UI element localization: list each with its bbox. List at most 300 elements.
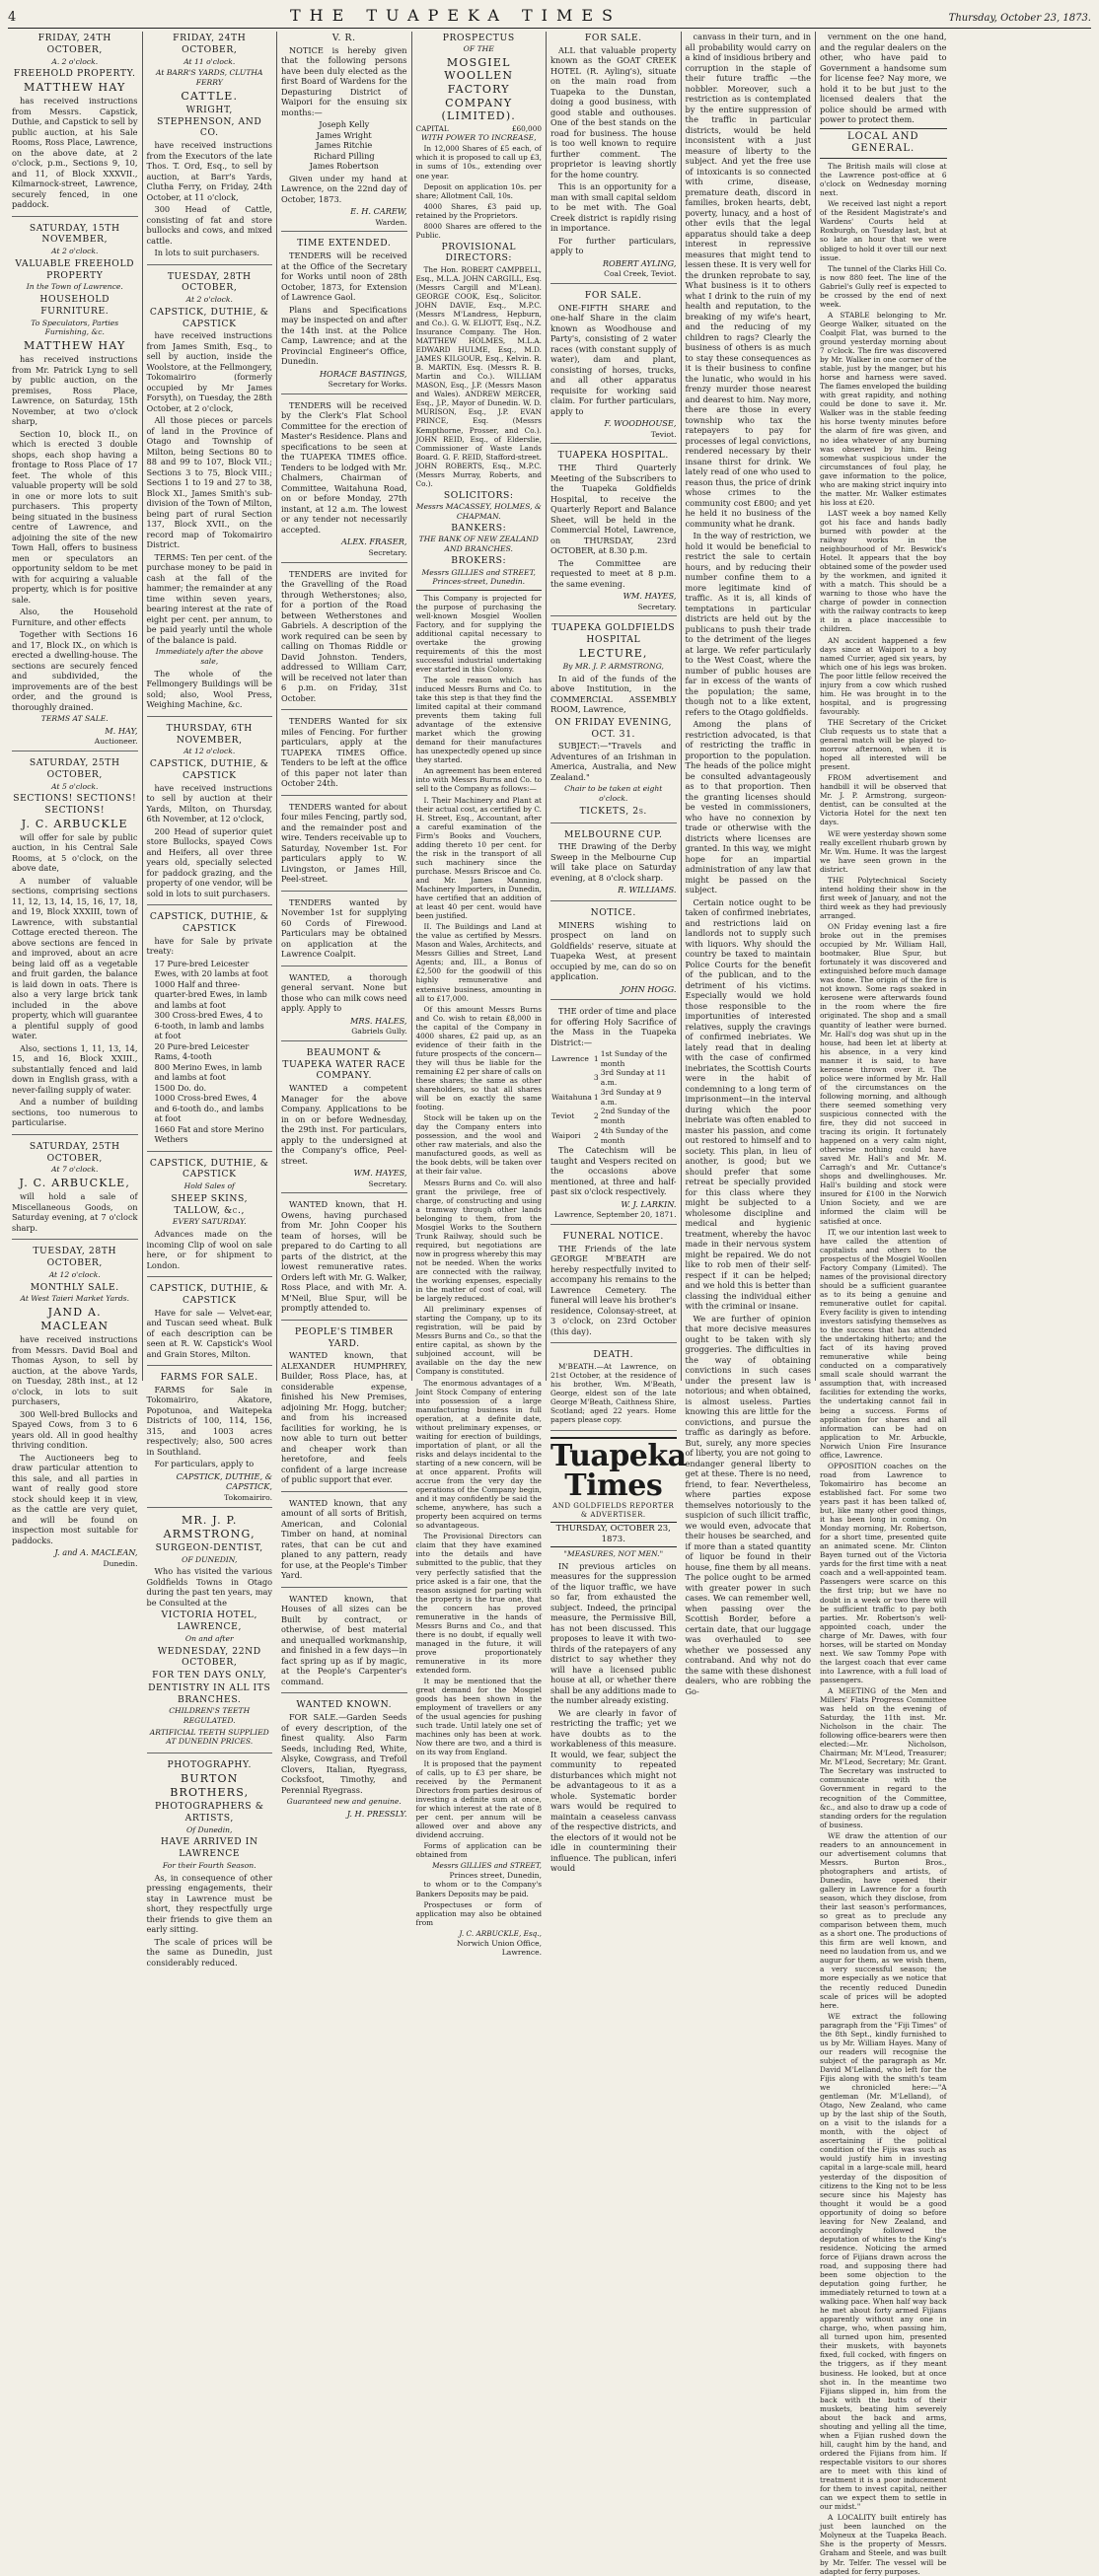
prospectus-body: The sole reason which has induced Messrs Burns and Co. to take this step is that they find the limited capital at their command prevents them taking full advantage of the extensive market which the growing demand for their manufactures has unexpectedly opened up since they started. (415, 675, 542, 765)
advertisement (281, 1699, 407, 1824)
table-cell: 1 (593, 1053, 599, 1063)
column-6 (682, 32, 817, 1696)
ad-subheading: On and after (184, 1633, 234, 1643)
prospectus-heading: PROSPECTUS (442, 33, 515, 43)
prospectus-body: Of this amount Messrs Burns and Co. wish to retain £8,000 in the capital of the Company in 4000 shares, £2 paid up, as an evidence of their faith in the future prospects of the concern—they will thus be liable for the remaining £2 per share of calls on these shares; the same as other shareholders, so that all shares will be on exactly the same footing. (415, 1004, 542, 1112)
ad-terms: TERMS AT SALE. (40, 714, 109, 724)
ad-body: THE Friends of the late GEORGE M'BEATH are hereby respectfully invited to accompany his remains to the Lawrence Cemetery. The funeral will leave his brother's residence, Colonsay-street, at 3 o'clock, on 23rd October (this day). (550, 1243, 677, 1336)
list-item: 20 Pure-bred Leicester Rams, 4-tooth (154, 1040, 250, 1062)
ad-signature-title: Coal Creek, Teviot. (604, 269, 677, 279)
ad-body: The Catechism will be taught and Vespers recited on the occasions above mentioned, at three and half-past six o'clock respectively. (550, 1145, 677, 1197)
ad-tickets: TICKETS, 2s. (579, 805, 647, 817)
prospectus-body: It is proposed that the payment of calls, up to £3 per share, be received by the Permanent Directors from parties desirous of investing a definite sum at once, for which interest at the rate of 8 per cent. per annum will be allowed over and above any dividend accruing. (415, 1758, 542, 1839)
ad-body: have received instructions from James Smith, Esq., to sell by auction, inside the Woolstore, at the Fellmongery, Tokomairiro (formerly occupied by Mr James Forsyth), on Tuesday, the 28th October, at 2 o'clock, (146, 330, 272, 413)
ad-body: will offer for sale by public auction, in his Central Sale Rooms, at 5 o'clock, on the above date, (12, 831, 138, 874)
news-item: FROM advertisement and handbill it will be observed that Mr. J. P. Armstrong, surgeon-dentist, can be consulted at the Victoria Hotel for the next ten days. (820, 773, 947, 827)
auctioneer-name: MATTHEW HAY (24, 81, 126, 95)
ad-time: At 11 o'clock. (183, 56, 236, 66)
advertisement (281, 1326, 407, 1492)
ad-signature-title: Tokomairiro. (224, 1492, 272, 1502)
directors-list: The Hon. ROBERT CAMPBELL, Esq., M.L.A. JOHN CARGILL, Esq. (Messrs Cargill and M'Lean). GEORGE COOK, Esq., Solicitor. JOHN DAVIE, Esq., M.P.C. (Messrs M'Landress, Hepburn, and Co.). G. W. ELIOTT, Esq., N.Z. Insurance Company. The Hon. MATTHEW HOLMES, M.L.A. EDWARD HULME, Esq., M.D. JAMES KILGOUR, Esq., Kelvin. R. B. MARTIN, Esq. (Messrs R. B. Martin and Co.). WILLIAM MASON, Esq., J.P. (Messrs Mason and Wales). ANDREW MERCER, Esq., J.P., Mayor of Dunedin. W. D. MURISON, Esq., J.P. EVAN PRINCE, Esq. (Messrs Kempthorne, Prosser, and Co.). JOHN REID, Esq., of Elderslie, Commissioner of Waste Lands Board. G. F. REID, Stafford-street. JOHN ROBERTS, Esq., M.P.C. (Messrs Murray, Roberts, and Co.). (415, 264, 542, 488)
table-cell: Lawrence (551, 1053, 589, 1063)
columns (8, 32, 1091, 2576)
photographer-name: BURTON BROTHERS, (170, 1771, 250, 1800)
column-7 (816, 32, 951, 2576)
prospectus-body: The Provisional Directors can claim that they have examined into the details and have submitted to the public, that they very perfectly satisfied that the price asked is a fair one, that the reason assigned for parting with the property is the true one, that the concern has proved remunerative in the hands of Messrs Burns and Co., and that there is no doubt, if equally well managed in the future, it will prove proportionately remunerative in its more extended form. (415, 1532, 542, 1676)
advertisement (281, 1498, 407, 1588)
ad-signature-title: Dunedin. (103, 1558, 138, 1568)
advertisement (550, 450, 677, 616)
news-item: ON Friday evening last a fire broke out in the premises occupied by Mr. William Hall, bootmaker, Blue Spur, but fortunately it was discovered and extinguished before much damage was done. The origin of the fire is not known. Some rags soaked in kerosene were afterwards found in the room where the fire originated. The shop and a small quantity of leather were burned. Mr. Hall's dog was shut up in the house, had been let at liberty at his absence, in a very kind manner it is said, to have kerosene thrown over it. The police were informed by Mr. Hall of the circumstances on the following morning, and although there seemed something very suspicious connected with the fire, they did not succeed in tracing its origin. It fortunately happened on a very calm night, otherwise nothing could have saved Mr. Hall's and Mr. M. Carragh's and Mr. Cuttance's shops and dwellinghouses. Mr. Hall's building and stock were insured for £100 in the Norwich Union Society, and we are informed the claim will be satisfied at once. (820, 921, 947, 1226)
ad-body: FARMS for Sale in Tokomairiro, Akatore, Popotunoa, and Waitepeka Districts of 100, 114, 156, 315, and 1003 acres respectively; also, 500 acres in Southland. (146, 1384, 272, 1457)
auctioneer-name: CAPSTICK, DUTHIE, & CAPSTICK (149, 911, 269, 934)
ad-body: WANTED, a thorough general servant. None but those who can milk cows need apply. Apply to (281, 971, 407, 1014)
newspaper-flag-subtitle: AND GOLDFIELDS REPORTER & ADVERTISER. (552, 1502, 675, 1520)
prospectus-body: to whom or to the Company's Bankers Deposits may be paid. (415, 1880, 542, 1898)
editorial-body: Certain notice ought to be taken of confirmed inebriates, and restrictions laid on landlords not to supply such with liquors. Why should the country be taxed to maintain Police Courts for the benefit of the publican, and to the detriment of his victims. Especially would we hold those responsible to the importunities of interested relatives, supply the cravings of confirmed inebriates. We lately read that in dealing with the case of confirmed inebriates, the Scottish Courts were in the habit of condemning to a long term of imprisonment—in the interval during which the poor inebriate was often enabled to master his passion, and come out restored to himself and to society. This plan, in lieu of another, is good; but we should prefer that some retreat be specially provided for this class where they might be subjected to a wholesome discipline and medical and hygienic treatment, whereby the havoc made in their nervous system might be repaired. We do not like to rob men of their self-respect if it can be helped; and we hold this is better than classing the individual either with the criminal or insane. (685, 896, 811, 1311)
auctioneer-name: JAND A. MACLEAN (40, 1306, 110, 1333)
news-item: The British mails will close at the Lawrence post-office at 6 o'clock on Wednesday morning next. (820, 162, 947, 198)
advertisement (281, 716, 407, 796)
table-cell (550, 1068, 593, 1087)
advertisement (281, 569, 407, 711)
ad-body: THE order of time and place for offering Holy Sacrifice of the Mass in the Tuapeka District:— (550, 1006, 677, 1047)
auctioneer-name: CAPSTICK, DUTHIE, & CAPSTICK (149, 1283, 269, 1306)
advertisement (147, 723, 273, 905)
prospectus-body: Forms of application can be obtained from (415, 1840, 542, 1859)
mass-schedule-table (550, 1049, 677, 1145)
list-item: 1660 Fat and store Merino Wethers (154, 1123, 264, 1145)
ad-date: WEDNESDAY, 22ND OCTOBER, (157, 1645, 261, 1669)
ad-signature: J. C. ARBUCKLE, Esq., (459, 1928, 542, 1938)
advertisement (550, 1231, 677, 1343)
news-item: A LOCALITY built entirely has just been launched on the Molyneux at the Tuapeka Beach. She is the property of Messrs. Graham and Steele, and was built by Mr. Telfer. The vessel will be adapted for ferry purposes. (820, 2513, 947, 2576)
column-1 (8, 32, 143, 1568)
news-item: WE were yesterday shown some really excellent rhubarb grown by Mr. Wm. Hume. It was the largest we have seen grown in the district. (820, 828, 947, 874)
advertisement (281, 1594, 407, 1694)
ad-body: The scale of prices will be the same as Dunedin, just considerably reduced. (146, 1936, 272, 1968)
ad-subheading: Immediately after the above sale, (155, 647, 263, 667)
table-row (550, 1126, 677, 1145)
news-item: A MEETING of the Men and Millers' Flats Progress Committee was held on the evening of Saturday, the 11th inst. Mr. Nicholson in the chair. The following office-bearers were then elected:—Mr. Nicholson, Chairman; Mr. M'Leod, Treasurer; Mr. M'Leod, Secretary; Mr. Grant. The Secretary was instructed to communicate with the Government in regard to the recognition of the Committee, &c., and also to draw up a code of standing orders for the regulation of business. (820, 1685, 947, 1829)
local-and-general-heading: LOCAL AND GENERAL. (820, 128, 947, 160)
ad-body: WANTED known, that any amount of all sorts of British, American, and Colonial Timber on hand, at nominal rates, that can be cut and planed to any pattern, ready for use, at the People's Timber Yard. (281, 1497, 407, 1581)
auctioneer-name: CAPSTICK, DUTHIE, & CAPSTICK (149, 1157, 269, 1181)
news-item: LAST week a boy named Kelly got his face and hands badly burned with powder at the railway works in the neighbourhood of Mr. Beswick's Hotel. It appears that the boy obtained some of the powder used by the workmen, and ignited it with a match. This should be a warning to those who have the charge of powder in connection with the railway contracts to keep it in a place inaccessible to children. (820, 508, 947, 634)
ad-subheading: OF DUNEDIN, (182, 1554, 238, 1564)
ad-signature-title: Gabriels Gully. (351, 1027, 407, 1037)
ad-body: The Auctioneers beg to draw particular attention to this sale, and all parties in want of really good store stock should keep it in view, as the cattle are very quiet, and will be found on inspection most suitable for paddocks. (12, 1452, 138, 1545)
capital-value: £60,000 (511, 123, 542, 133)
prospectus-body: 4000 Shares, £3 paid up, retained by the Proprietors. (415, 201, 542, 220)
newspaper-flag-date: THURSDAY, OCTOBER 23, 1873. (550, 1522, 677, 1547)
ad-signature: JOHN HOGG. (621, 983, 677, 994)
advertisement (281, 1047, 407, 1194)
capital-line (416, 124, 543, 133)
ad-body: WANTED known, that Houses of all sizes can be Built by contract, or otherwise, of best material and unequalled workmanship, and finished in a few days—in fact spring up as if by magic, at the People's Carpenter's command. (281, 1593, 407, 1686)
ad-heading: V. R. (331, 33, 356, 43)
brokers-heading: BROKERS: (451, 555, 507, 567)
advertisement (281, 802, 407, 892)
masthead (8, 6, 1091, 29)
prospectus-body: In 12,000 Shares of £5 each, of which it is proposed to call up £3, in sums of 10s., extending over one year. (415, 144, 542, 180)
table-cell: 3 (593, 1073, 599, 1083)
list-item: 1000 Cross-bred Ewes, 4 and 6-tooth do., and lambs at foot (154, 1093, 264, 1124)
ad-signature-title: Secretary. (368, 547, 407, 557)
advertisement (550, 829, 677, 901)
ad-body: As, in consequence of other pressing engagements, their stay in Lawrence must be short, they respectfully urge their friends to give them an early sitting. (146, 1872, 272, 1935)
prospectus (416, 33, 543, 1962)
ad-time: At 5 o'clock. (51, 781, 99, 791)
advertisement (147, 1158, 273, 1278)
ad-subheading: At BARR'S YARDS, CLUTHA FERRY (156, 68, 263, 87)
ad-body: have for Sale by private treaty: (146, 935, 272, 957)
ad-subheading: Chair to be taken at eight o'clock. (564, 784, 663, 804)
ad-heading: PEOPLE'S TIMBER YARD. (294, 1325, 394, 1349)
ad-body: All those pieces or parcels of land in the Province of Otago and Township of Milton, being Sections 80 to 88 and 99 to 107, Block VII.; Sections 3 to 75, Block VIII.; Sections 1 to 19 and 27 to 38, Block XI., James Smith's sub-division of the Town of Milton, being part of rural Section 137, Block XVII., on the record map of Tokomairiro District. (146, 415, 272, 550)
ad-subheading: At West Taieri Market Yards. (20, 1294, 129, 1304)
ad-body: TENDERS are invited for the Gravelling of the Road through Wetherstones; also, for a portion of the Road between Wetherstones and Gabriels. A description of the work required can be seen by calling on Thomas Riddle or David Johnston. Tenders, addressed to William Carr, will be received not later than 6 p.m. on Friday, 31st October. (281, 568, 407, 703)
table-cell: 3rd Sunday at 11 a.m. (600, 1068, 667, 1088)
advertisement (147, 1283, 273, 1366)
capital-label: CAPITAL (415, 123, 449, 133)
ad-body: SUBJECT:—"Travels and Adventures of an Irishman in America, Australia, and New Zealand." (550, 741, 677, 782)
ad-body: Also, the Household Furniture, and other effects (12, 607, 138, 627)
ad-body: NOTICE is hereby given that the following persons have been duly elected as the first Board of Wardens for the Depasturing District of Waipori for the ensuing six months:— (281, 44, 407, 117)
editorial-body: In the way of restriction, we hold it would be beneficial to restrict the sale to certain hours, and by reducing their number confine them to a more legitimate kind of traffic. As it is, all kinds of temptations in particular districts are held out by the publicans to push their trade to the detriment of the lieges at large. We refer particularly to the West Coast, where the number of public houses are far in excess of the wants of the population; the same, though not to a like extent, refers to the Otago goldfields. (685, 531, 811, 717)
table-cell: Waitahuna (551, 1092, 592, 1102)
ad-body: ONE-FIFTH SHARE and one-half Share in the claim known as Woodhouse and Party's, consisting of 2 water races (with constant supply of water), dam and plant, consisting of horses, trucks, and all other apparatus requisite for working said claim. For further particulars, apply to (550, 302, 677, 416)
ad-body: have received instructions to sell by auction at their Yards, Milton, on Thursday, 6th November, at 12 o'clock, (146, 782, 272, 824)
ad-signature-title: Secretary. (637, 602, 677, 611)
ad-signature: CAPSTICK, DUTHIE, & CAPSTICK, (176, 1470, 272, 1492)
ad-body: FOR SALE.—Garden Seeds of every description, of the finest quality. Also Farm Seeds, including Red, White, Alsyke, Cowgrass, and Trefoil Clovers, Italian, Ryegrass, Cocksfoot, Timothy, and Perennial Ryegrass. (281, 1712, 407, 1795)
news-item: We received last night a report of the Resident Magistrate's and Wardens' Courts held at Roxburgh, on Tuesday last, but at so late an hour that we were obliged to hold it over till our next issue. (820, 199, 947, 262)
ad-signature-title: Secretary. (368, 1179, 407, 1188)
ad-subheading: ARTIFICIAL TEETH SUPPLIED AT DUNEDIN PRICES. (149, 1727, 269, 1747)
table-cell: 1st Sunday of the month (600, 1049, 668, 1068)
ad-body: have received instructions from Messrs. David Boal and Thomas Ayson, to sell by auction, at the above Yards, on Tuesday, 28th inst., at 12 o'clock, in lots to suit purchasers, (12, 1334, 138, 1407)
ad-body: WANTED known, that H. Owens, having purchased from Mr. John Cooper his team of horses, will be prepared to do Carting to all parts of the district, at the lowest remunerative rates. Orders left with Mr. G. Walker, Ross Place, and with Mr. A. M'Neil, Blue Spur, will be promptly attended to. (281, 1199, 407, 1314)
table-cell: 2 (593, 1111, 599, 1121)
editorial-body: canvass in their turn, and in all probability would carry on a kind of insidious bribery and corruption in the staple of their future traffic —the nobbler. Moreover, such a restriction as is contemplated by the entire suppression of the traffic in particular districts, would be held inconsistent with a just measure of liberty to the subject. And yet the free use of intoxicants is so connected with crime, disease, premature death, discord in families, broken hearts, debt, poverty, lunacy, and a host of other evils that the legal apparatus should take a deep interest in repressive measures that might tend to lessen these. It is very well for the drunken reprobate to say, What business is it to others what I drink to the ruin of my health and reputation, to the breaking of my wife's heart, and the reducing of my children to rags? Clearly the business of others is as much to stay these consequences as it is their business to confine the lunatic, who would in his frenzy murder those nearest and dearest to him. Nay more, there are those in every township who tax the ratepayers to pay for processes of legal convictions, rendered necessary by their insane thirst for drink. We lately read of one who used to reason thus, the price of drink whose crimes to the community cost £800; and yet he held it no business of the community what he drank. (685, 32, 811, 529)
news-item: WE draw the attention of our readers to an announcement in our advertisement columns that Messrs. Burton Bros., photographers and artists, of Dunedin, have opened their gallery in Lawrence for a fourth season, which they disclose, from their last season's performances, so great as to preclude any comparison between them, much as a short one. The productions of this firm are well known, and need no laudation from us, and we augur for them, as we wish them, a very successful season; the more especially as we notice that the recently reduced Dunedin scale of prices will be adopted here. (820, 1830, 947, 2010)
ad-subheading: In the Town of Lawrence. (26, 282, 123, 292)
ad-heading: SECTIONS! SECTIONS! SECTIONS! (13, 793, 137, 817)
ad-heading: FOR SALE. (584, 289, 642, 301)
prospectus-body: Prospectuses or form of application may also be obtained from (415, 1899, 542, 1927)
auctioneer-name: CAPSTICK, DUTHIE, & CAPSTICK (149, 758, 269, 781)
prospectus-body: Stock will be taken up on the day the Company enters into possession, and the wool and other raw materials, and also the manufactured goods, as well as the book debts, will be taken over at their fair value. (415, 1113, 542, 1177)
ad-body: Who has visited the various Goldfields Towns in Otago during the past ten years, may be Consulted at the (146, 1566, 272, 1608)
advertisement (147, 33, 273, 265)
ad-body: In lots to suit purchasers. (154, 248, 259, 258)
ad-heading: TUAPEKA GOLDFIELDS HOSPITAL (551, 622, 676, 646)
ad-signature: MRS. HALES, (350, 1015, 407, 1026)
solicitors-heading: SOLICITORS: (443, 489, 514, 501)
ad-body: have received instructions from the Executors of the late Thos. T. Ord, Esq., to sell by auction, at Barr's Yards, Clutha Ferry, on Friday, 24th October, at 11 o'clock, (146, 140, 272, 202)
ad-body: THE Drawing of the Derby Sweep in the Melbourne Cup will take place on Saturday evening, at 8 o'clock sharp. (550, 841, 677, 883)
editorial-body: We are further of opinion that more decisive measures ought to be taken with sly groggeries. The difficulties in the way of obtaining convictions in such cases under the present law is notorious; and when obtained, is almost useless. Parties knowing this are little for the convictions, and pursue the traffic as daringly as before. But, surely, any more species of liberty, you are not going to endanger general liberty to get at these. There is no need, friend, to fear. Nevertheless, where parties expose themselves notoriously to the suspicion of such illicit traffic, we would even, advocate that their houses be searched, and if more than a stated quantity of liquor be found in their house, fine them by all means. The police ought to be armed with greater power in such cases. We can remember well, when passing over the Scottish Border, before a certain date, that our luggage was overhauled to see whether we possessed any contraband. And why not do the same with these dishonest dealers, who are robbing the Go- (685, 1313, 811, 1696)
ad-body: MINERS wishing to prospect on land on Goldfields' reserve, situate at Tuapeka West, at present occupied by me, can do so on application. (550, 919, 677, 982)
ad-heading: PHOTOGRAPHY. (167, 1759, 252, 1771)
ad-body: Have for sale — Velvet-ear, and Tuscan seed wheat. Bulk of each description can be seen at R. W. Capstick's Wool and Grain Stores, Milton. (146, 1307, 272, 1359)
ad-signature: R. WILLIAMS. (618, 885, 677, 895)
ad-signature-title: Auctioneer. (94, 737, 138, 747)
issue-date: Thursday, October 23, 1873. (948, 13, 1091, 24)
ad-date: SATURDAY, 15TH NOVEMBER, (29, 222, 120, 246)
news-items (820, 162, 947, 2576)
ad-time: At 2 o'clock. (185, 295, 233, 305)
advertisement (12, 1246, 138, 1572)
newspaper-flag: Tuapeka Times (550, 1439, 687, 1504)
ad-body: TENDERS will be received at the Office of the Secretary for Works until noon of 28th October, 1873, for Extension of Lawrence Gaol. (281, 250, 407, 303)
ad-body: TENDERS wanted for about four miles Fencing, partly sod, and the remainder post and wire. Tenders receivable up to Saturday, November 1st. For particulars apply to W. Livingston, or James Hill, Peel-street. (281, 801, 407, 885)
ad-subheading: EVERY SATURDAY. (172, 1217, 247, 1227)
ad-subheading: To Speculators, Parties Furnishing, &c. (31, 318, 119, 337)
ad-body: TENDERS Wanted for six miles of Fencing. For further particulars, apply at the TUAPEKA TIMES Office. Tenders to be left at the office of this paper not later than October 24th. (281, 716, 407, 789)
ad-time: At 7 o'clock. (51, 1165, 99, 1175)
prospectus-body: I. Their Machinery and Plant at their actual cost, as certified by C. H. Street, Esq., Accountant, after a careful examination of the Firm's Books and Vouchers, adding thereto 10 per cent. for the risk in the transport of all such machinery since the purchase. Messrs Briscoe and Co. and Mr. James Manning, Machinery Importers, in Dunedin, have certified that an addition of at least 40 per cent. would have been justified. (415, 795, 542, 921)
ad-subheading: DENTISTRY IN ALL ITS BRANCHES. (148, 1682, 271, 1705)
auctioneer-name: J. C. ARBUCKLE, (19, 1177, 131, 1190)
ad-body: The Committee are requested to meet at 8 p.m. the same evening. (550, 557, 677, 589)
advertisement (281, 400, 407, 563)
ad-body: For further particulars, apply to (550, 235, 677, 256)
ad-heading: WANTED KNOWN. (296, 1699, 393, 1711)
newspaper-title: THE TUAPEKA TIMES (289, 6, 622, 25)
ad-body: M'BEATH.—At Lawrence, on 21st October, at the residence of his brother, Wm. M'Beath, George, eldest son of the late George M'Beath, Caithness Shire, Scotland; aged 22 years. Home papers please copy. (550, 1361, 677, 1425)
wardens-list (281, 119, 407, 172)
ad-subheading: CHILDREN'S TEETH REGULATED. (169, 1706, 251, 1726)
ad-signature: HORACE BASTINGS, (319, 368, 407, 379)
editorial-body: Among the plans of restriction advocated, is that of restricting the traffic in proportion to the population. The heads of the police might be consulted advantageously as to that proportion. Then the granting licenses should be vested in commissioners, who have no connexion by trade or otherwise with the districts where licenses are granted. In this way, we might hope for an impartial administration of any law that might be passed on the subject. (685, 719, 811, 894)
advertisement (12, 757, 138, 1135)
list-item: 300 Cross-bred Ewes, 4 to 6-tooth, in lamb and lambs at foot (154, 1010, 264, 1041)
table-row (550, 1088, 677, 1107)
page-number: 4 (8, 10, 17, 25)
ad-body: Advances made on the incoming Clip of wool on sale here, or for shipment to London. (146, 1229, 272, 1270)
advertisement (550, 33, 677, 284)
ad-subheading: SURGEON-DENTIST, (155, 1541, 263, 1553)
advertisement (147, 911, 273, 1152)
ad-signature-title: Norwich Union Office, Lawrence. (456, 1938, 542, 1958)
list-item: James Wright (316, 129, 372, 140)
ad-time: At 12 o'clock. (183, 747, 236, 756)
ad-signature: J. and A. MACLEAN, (54, 1547, 138, 1558)
prospectus-body: This Company is projected for the purpose of purchasing the well-known Mosgiel Woollen Factory, and for supplying the additional capital necessary to overtake the growing requirements of this the most successful industrial undertaking ever started in this Colony. (415, 593, 542, 674)
ad-signature: WM. HAYES, (353, 1168, 407, 1179)
advertisement (281, 238, 407, 394)
ad-body: And a number of building sections, too numerous to particularise. (12, 1097, 138, 1128)
advertisement (12, 223, 138, 751)
ad-date: TUESDAY, 28TH OCTOBER, (167, 270, 252, 294)
ad-signature: M. HAY, (105, 725, 138, 736)
ad-body: TENDERS wanted by November 1st for supplying 60 Cords of Firewood. Particulars may be obtained on application at the Lawrence Coalpit. (281, 896, 407, 960)
prospectus-body: Deposit on application 10s. per share; Allotment Call, 10s. (415, 181, 542, 200)
ad-time: At 2 o'clock. (51, 247, 99, 256)
ad-body: Section 10, block II., on which is erected 3 double shops, each shop having a frontage to Ross Place of 17 feet. The whole of this valuable property will be sold in one or more lots to suit purchasers. This property being situated in the business centre of Lawrence, and adjoining the site of the new Town Hall, offers to business men or speculators an opportunity seldom to be met with for acquiring a valuable property, which is for positive sale. (12, 428, 138, 605)
ad-subheading: Hold Sales of (183, 1181, 235, 1191)
news-item: The tunnel of the Clarks Hill Co. is now 880 feet. The line of the Gabriel's Gully reef is expected to be crossed by the end of next week. (820, 263, 947, 309)
advertisement (281, 33, 407, 232)
news-item: WE extract the following paragraph from the "Fiji Times" of the 8th Sept., kindly furnished to us by Mr. William Hayes. Many of our readers will recognise the subject of the paragraph as Mr. David M'Lelland, who left for the Fijis along with the smith's team we chronicled here:—"A gentleman (Mr. M'Lelland), of Otago, New Zealand, who came up by the last ship of the South, on a visit to the islands for a month, with the object of ascertaining if the political condition of the Fijis was such as would justify him in investing capital in a large-scale mill, heard yesterday of the disposition of citizens to the King not to be less secure since his Majesty has thought it would be a good opportunity of doing so before leaving for New Zealand, and accordingly followed the deputation of whites to the King's residence. Noticing the armed force of Fijians drawn across the road, and supposing there had been some objection to the deputation going further, he immediately returned to town at a walking pace. When half way back he met about forty armed Fijians apparently without any one in charge, who, when passing him, all turned upon him, presented their muskets, with bayonets fixed, full cocked, with fingers on the triggers, as if they meant business. He looked, but at once shot in. In the meantime two Fijians slipped in, him from the back with the butts of their muskets, beating him severely about the back and arms, shouting and yelling all the time, when a Fijian rushed down the hill, caught him by the hand, and ordered the Fijians from him. If respectable visitors to our shores are to meet with this kind of treatment it is a poor inducement for them to invest capital, neither can we expect them to settle in our midst." (820, 2011, 947, 2512)
table-row (550, 1107, 677, 1125)
ad-body: TERMS: Ten per cent. of the purchase money to be paid in cash at the fall of the hammer; the remainder at any time within seven years, bearing interest at the rate of eight per cent. per annum, to be paid yearly until the whole of the balance is paid. (146, 551, 272, 645)
directors-heading: PROVISIONAL DIRECTORS: (441, 241, 517, 264)
ad-body: The whole of the Fellmongery Buildings will be sold; also, Wool Press, Weighing Machine, &c. (146, 668, 272, 710)
list-item: James Robertson (309, 161, 379, 172)
advertisement (550, 1349, 677, 1431)
editorial-body: IN previous articles on measures for the suppression of the liquor traffic, we have so far, from exhausted the subject. Indeed, the principal measure, the Permissive Bill, has not been discussed. This proposes to leave it with two-thirds of the ratepayers of any district to say whether they will have a licensed public house at all, or whether there shall be any additions made to the number already existing. (550, 1560, 677, 1706)
ad-subheading: For their Fourth Season. (162, 1860, 256, 1870)
stock-list (155, 959, 273, 1145)
advertisement (12, 1141, 138, 1240)
list-item: 1500 Do. do. (154, 1082, 207, 1093)
ad-heading: LECTURE, (578, 646, 648, 660)
list-item: James Ritchie (316, 140, 373, 151)
table-cell: 2nd Sunday of the month (600, 1107, 671, 1126)
advertisement (147, 271, 273, 717)
editorial-motto: "MEASURES, NOT MEN." (563, 1548, 664, 1558)
ad-heading: MELBOURNE CUP. (564, 828, 663, 840)
ad-signature: W. J. LARKIN. (621, 1198, 677, 1209)
ad-date: THURSDAY, 6TH NOVEMBER, (166, 722, 253, 746)
ad-signature: ROBERT AYLING, (602, 257, 677, 268)
solicitors: Messrs MACASSEY, HOLMES, & CHAPMAN. (415, 502, 542, 521)
advertisement (281, 1199, 407, 1321)
ad-date: ON FRIDAY EVENING, OCT. 31. (554, 716, 672, 740)
news-item: OPPOSITION coaches on the road from Lawrence to Tokomairiro has become an established fact. For some two years past it has been talked of, but, like many other good things, it has been long in coming. On Monday morning, Mr. Robertson, for a short time, presented quite an animated scene. Mr. Clinton Bayen turned out of the Victoria yards for the first time with a neat coach and a well-appointed team. Passengers were scarce on this the first trip; but we have no doubt in a week or two there will be sufficient traffic to pay both parties. Mr. Robertson's well-appointed coach, under the charge of Mr. Dawes, with four horses, will be started on Monday next. We saw Tommy Pope with the largest coach that ever came into Lawrence, with a full load of passengers. (820, 1461, 947, 1684)
prospectus-body: The enormous advantages of a Joint Stock Company of entering into possession of a large manufacturing business in full operation, at a definite date, without preliminary expenses, or waiting for erection of buildings, importation of plant, or all the risks and delays incidental to the starting of a new concern, will be at once apparent. Profits will accrue from the very day the operations of the Company begin, and it may confidently be said the scheme, anywhere, has such a property been acquired on terms so advantageous. (415, 1378, 542, 1531)
ad-signature: Messrs GILLIES and STREET, (432, 1861, 542, 1871)
table-cell: 4th Sunday of the month (600, 1125, 669, 1145)
auctioneer-name: WRIGHT, STEPHENSON, AND CO. (157, 104, 262, 139)
ad-subheading: By MR. J. P. ARMSTRONG, (562, 662, 664, 672)
column-5 (547, 32, 687, 1874)
list-item: Joseph Kelly (319, 119, 370, 130)
ad-body: A number of valuable sections, comprising sections 11, 12, 13, 14, 15, 16, 17, 18, and 19, Block XXXIII, town of Lawrence, with substantial Cottage erected thereon. The above sections are fenced in and improved, about an acre being laid off as a vegetable and fruit garden, the balance is laid down in oats. There is also a very large brick tank included in the above property, which will guarantee a plentiful supply of good water. (12, 875, 138, 1041)
ad-subheading: FOR TEN DAYS ONLY, (152, 1670, 267, 1682)
ad-heading: FUNERAL NOTICE. (562, 1230, 664, 1242)
ad-signature-title: Warden. (375, 217, 407, 227)
advertisement (147, 1514, 273, 1754)
ad-heading: FREEHOLD PROPERTY. (13, 68, 136, 80)
advertisement (147, 1759, 273, 1973)
ad-body: In aid of the funds of the above Institution, in the COMMERCIAL ASSEMBLY ROOM, Lawrence, (550, 673, 677, 715)
ad-signature-title: Lawrence, September 20, 1871. (553, 1210, 677, 1220)
advertisement (550, 907, 677, 1000)
ad-body: WANTED known, that ALEXANDER HUMPHREY, Builder, Ross Place, has, at considerable expense, finished his New Premises, adjoining Mr. Hogg, butcher; and from his increased facilities for working, he is now able to turn out better and cheaper work than heretofore, and feels confident of a large increase of public support that ever. (281, 1350, 407, 1485)
ad-body: has received instructions from Messrs. Capstick, Duthie, and Capstick to sell by public auction, at his Sale Rooms, Ross Place, Lawrence, on the above date, at 2 o'clock, p.m., Sections 9, 10, and 11, of Block XXXVII., Kilmarnock-street, Lawrence, securely fenced, in one paddock. (12, 96, 138, 210)
advertisement (550, 1006, 677, 1225)
divider (416, 590, 543, 591)
prospectus-body: It may be mentioned that the great demand for the Mosgiel goods has been shown in the employment of travellers or any of the usual agencies for pushing such trade. Until lately one set of machines only has been at work. Now there are two, and a third is on its way from England. (415, 1677, 542, 1757)
news-item: AN accident happened a few days since at Waipori to a boy named Currier, aged six years, by which one of his legs was broken. The poor little fellow received the injury from a cow which rushed him. He was brought in to the hospital, and is progressing favourably. (820, 635, 947, 716)
prospectus-body: An agreement has been entered into with Messrs Burns and Co. to sell to the Company as follows:— (415, 766, 542, 794)
prospectus-subheading: OF THE (463, 44, 494, 54)
table-row (550, 1049, 677, 1068)
ad-date: SATURDAY, 25TH OCTOBER, (29, 1140, 120, 1164)
ad-signature: WM. HAYES, (623, 591, 677, 602)
ad-body: Given under my hand at Lawrence, on the 22nd day of October, 1873. (281, 173, 407, 204)
ad-body: Together with Sections 16 and 17, Block IX., on which is erected a dwelling-house. The sections are securely fenced and subdivided, the improvements are of the best order, and the ground is thoroughly drained. (12, 629, 138, 712)
ad-subheading: Guaranteed new and genuine. (286, 1797, 402, 1807)
ad-time: At 12 o'clock. (48, 1269, 101, 1279)
advertisement (147, 1372, 273, 1507)
ad-heading: SHEEP SKINS, TALLOW, &c., (171, 1192, 249, 1216)
list-item: Richard Pilling (313, 150, 375, 161)
table-cell: Waipori (551, 1130, 581, 1140)
ad-body: Plans and Specifications may be inspected on and after the 14th inst. at the Police Camp, Lawrence; and at the Provincial Engineer's Office, Dunedin. (281, 304, 407, 367)
auctioneer-name: MATTHEW HAY (24, 339, 126, 353)
ad-date: SATURDAY, 25TH OCTOBER, (29, 757, 120, 780)
ad-body: WANTED a competent Manager for the above Company. Applications to be in on or before Wednesday, the 29th inst. For particulars, apply to the undersigned at the Company's office, Peel-street. (281, 1083, 407, 1166)
ad-signature: J. H. PRESSLY. (346, 1808, 407, 1819)
ad-body: 300 Well-bred Bullocks and Spayed Cows, from 3 to 6 years old. All in good healthy thriving condition. (12, 1408, 138, 1451)
ad-heading: HOUSEHOLD FURNITURE. (39, 294, 110, 317)
ad-signature: E. H. CAREW, (350, 206, 407, 217)
prospectus-body: II. The Buildings and Land at the value as certified by Messrs. Mason and Wales, Architects, and Messrs Gillies and Street, Land Agents; and, III., a Bonus of £2,500 for the goodwill of this highly remunerative and extensive business, amounting in all to £17,000. (415, 922, 542, 1003)
news-item: IT, we our intention last week to have called the attention of capitalists and others to the prospectus of the Mosgiel Woollen Factory Company (Limited). The names of the provisional directory should be a sufficient guarantee as to its being a genuine and remunerative outlet for capital. Every facility is given to intending investors satisfying themselves as to the success that has attended the undertaking hitherto; and the fact of its having proved remunerative while being conducted on a comparatively small scale should warrant the assumption that, with increased facilities for extending the works, the undertaking cannot fail in being a success. Forms of application for shares and all information can be had on application to Mr. Arbuckle, Norwich Union Fire Insurance office, Lawrence. (820, 1227, 947, 1460)
column-3 (277, 32, 412, 1819)
editorial-body: We are clearly in favor of restricting the traffic; yet we have doubts as to the workableness of this measure. It would, we fear, subject the community to repeated disturbances which might not be advantageous to it as a whole. Systematic border wars would be required to maintain a ceaseless canvass of the respective districts, and the electors of it would not be idle in countermining their influence. The publican, inferi would (550, 1707, 677, 1874)
ad-heading: BEAUMONT & TUAPEKA WATER RACE COMPANY. (282, 1046, 406, 1082)
advertisement (281, 972, 407, 1041)
prospectus-body: All preliminary expenses of starting the Company, up to its registration, will be paid by Messrs Burns and Co., so that the entire capital, as shown by the subjoined account, will be available on the day the new Company is constituted. (415, 1305, 542, 1377)
advertisement (550, 622, 677, 823)
list-item: 800 Merino Ewes, in lamb and lambs at foot (154, 1061, 262, 1083)
auctioneer-name: CAPSTICK, DUTHIE, & CAPSTICK (149, 306, 269, 329)
ad-body: will hold a sale of Miscellaneous Goods, on Saturday evening, at 7 o'clock sharp. (12, 1191, 138, 1233)
ad-body: ALL that valuable property known as the GOAT CREEK HOTEL (R. Ayling's), situate on the main road from Tuapeka to the Dunstan, doing a good business, with good stable and outhouses. One of the best stands on the road for business. The house is too well known to require further comment. The proprietor is leaving shortly for the home country. (550, 44, 677, 179)
company-name: MOSGIEL WOOLLEN FACTORY COMPANY (LIMITED). (441, 55, 517, 123)
news-item: A STABLE belonging to Mr. George Walker, situated on the Coalpit Flat, was burned to the ground yesterday morning about 7 o'clock. The fire was discovered by Mr. Walker in one corner of the stable, just by the manger, but his horse and harness were saved. The flames enveloped the building with great rapidity, and nothing could be done to save it. Mr. Walker was in the stable feeding his horse twenty minutes before the alarm of fire was given, and no idea whatever of any burning was observed by him. Being somewhat suspicious under the circumstances of foul play, he gave information to the police, who are making strict inquiry into the matter. Mr. Walker estimates his loss at £20. (820, 310, 947, 507)
ad-heading: NOTICE. (590, 906, 636, 918)
list-item: 17 Pure-bred Leicester Ewes, with 20 lambs at foot (154, 958, 268, 979)
ad-signature: F. WOODHOUSE, (604, 418, 677, 429)
table-cell: Teviot (551, 1111, 575, 1121)
prospectus-body: 8000 Shares are offered to the Public. (415, 221, 542, 240)
bankers: THE BANK OF NEW ZEALAND AND BRANCHES. (418, 535, 539, 553)
ad-heading: FOR SALE. (584, 33, 642, 43)
ad-subheading: PHOTOGRAPHERS & ARTISTS, (155, 1801, 264, 1824)
ad-body: has received instructions from Mr. Patrick Lyng to sell by public auction, on the premises, Ross Place, Lawrence, on Saturday, 15th November, at two o'clock sharp, (12, 354, 138, 427)
ad-signature: ALEX. FRASER, (341, 537, 407, 547)
ad-subheading: Of Dunedin, (186, 1825, 233, 1834)
table-cell: 2 (593, 1130, 599, 1140)
advertisement (12, 33, 138, 217)
ad-body: This is an opportunity for a man with small capital seldom to be met with. The Goal Creek district is rapidly rising in importance. (550, 181, 677, 234)
ad-body: TENDERS will be received by the Clerk's Flat School Committee for the erection of Master's Residence. Plans and specifications to be seen at the TUAPEKA TIMES office. Tenders to be lodged with Mr. Chalmers, Chairman of Committee, Waitahuna Road, on or before Monday, 27th instant, at 12 a.m. The lowest or any tender not necessarily accepted. (281, 399, 407, 535)
dentist-name: MR. J. P. ARMSTRONG, (163, 1513, 256, 1540)
ad-heading: TUAPEKA HOSPITAL. (557, 450, 669, 462)
news-item: THE Polytechnical Society intend holding their show in the first week of January, and not the third week as they had previously arranged. (820, 875, 947, 920)
ad-body: 200 Head of superior quiet store Bullocks, spayed Cows and Heifers, all over three years old, specially selected for paddock grazing, and the property of one vendor, will be sold in lots to suit purchasers. (146, 825, 273, 898)
ad-heading: VICTORIA HOTEL, LAWRENCE, (161, 1610, 257, 1633)
column-4 (412, 32, 548, 1958)
column-2 (143, 32, 278, 1968)
ad-body: For particulars, apply to (154, 1459, 255, 1469)
news-item: THE Secretary of the Cricket Club requests us to state that a general match will be played to-morrow afternoon, when it is hoped all interested will be present. (820, 717, 947, 772)
table-row (550, 1068, 677, 1087)
ad-signature-title: Teviot. (650, 429, 677, 439)
ad-heading: HAVE ARRIVED IN LAWRENCE (160, 1836, 258, 1860)
table-cell: 1 (593, 1092, 599, 1102)
ad-body: 300 Head of Cattle, consisting of fat and store bullocks and cows, and mixed cattle. (146, 204, 272, 246)
ad-heading: TIME EXTENDED. (297, 238, 392, 250)
ad-date: TUESDAY, 28TH OCTOBER, (33, 1246, 117, 1269)
